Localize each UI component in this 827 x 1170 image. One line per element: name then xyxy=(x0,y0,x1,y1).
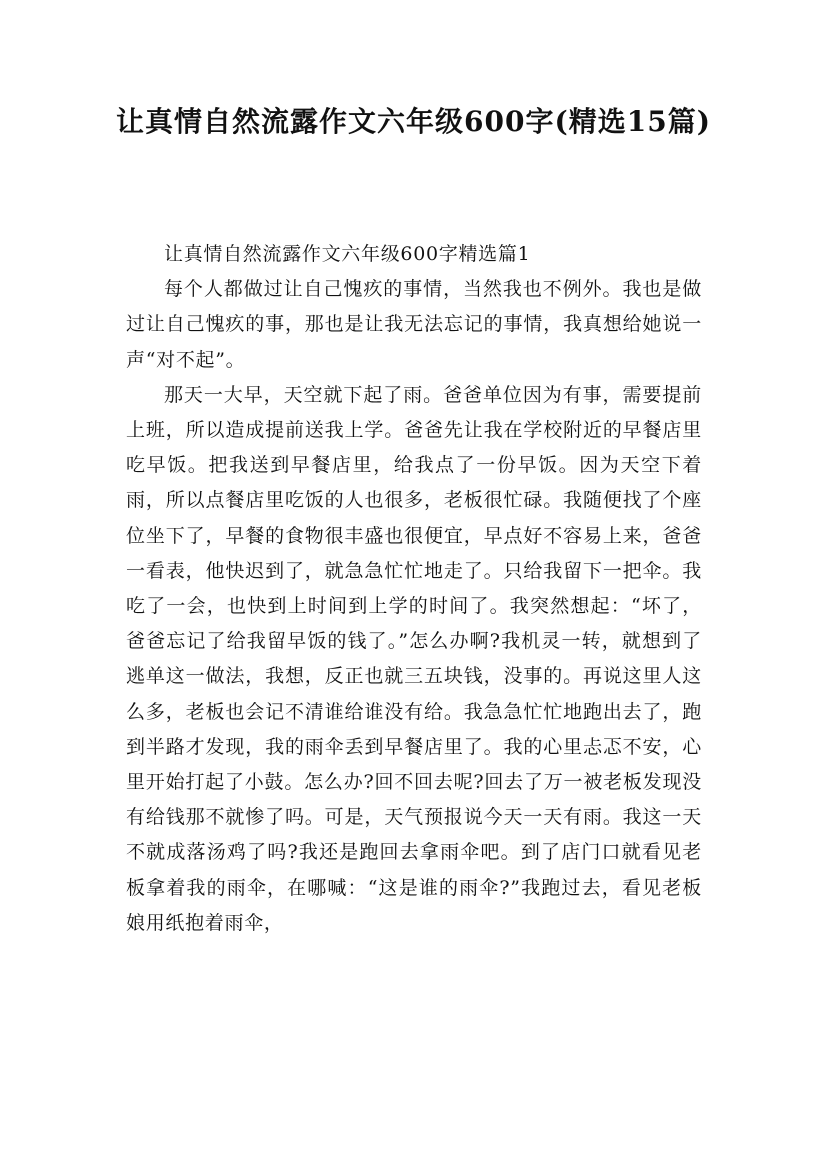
paragraph-2: 那天一大早，天空就下起了雨。爸爸单位因为有事，需要提前上班，所以造成提前送我上学。爸爸先让我在学校附近的早餐店里吃早饭。把我送到早餐店里，给我点了一份早饭。因为天空下着雨，所以点餐店里吃饭的人也很多，老板很忙碌。我随便找了个座位坐下了，早餐的食物很丰盛也很便宜，早点好不容易上来，爸爸一看表，他快迟到了，就急急忙忙地走了。只给我留下一把伞。我吃了一会，也快到上时间到上学的时间了。我突然想起：“坏了，爸爸忘记了给我留早饭的钱了。”怎么办啊?我机灵一转，就想到了逃单这一做法，我想，反正也就三五块钱，没事的。再说这里人这么多，老板也会记不清谁给谁没有给。我急急忙忙地跑出去了，跑到半路才发现，我的雨伞丢到早餐店里了。我的心里忐忑不安，心里开始打起了小鼓。怎么办?回不回去呢?回去了万一被老板发现没有给钱那不就惨了吗。可是，天气预报说今天一天有雨。我这一天不就成落汤鸡了吗?我还是跑回去拿雨伞吧。到了店门口就看见老板拿着我的雨伞，在哪喊：“这是谁的雨伞?”我跑过去，看见老板娘用纸抱着雨伞， xyxy=(126,383,702,934)
section-heading: 让真情自然流露作文六年级600字精选篇1 xyxy=(164,243,531,265)
document-title: 让真情自然流露作文六年级600字(精选15篇) xyxy=(116,105,711,138)
document-body xyxy=(126,237,702,941)
paragraph-1: 每个人都做过让自己愧疚的事情，当然我也不例外。我也是做过让自己愧疚的事，那也是让我无法忘记的事情，我真想给她说一声“对不起”。 xyxy=(126,278,702,371)
